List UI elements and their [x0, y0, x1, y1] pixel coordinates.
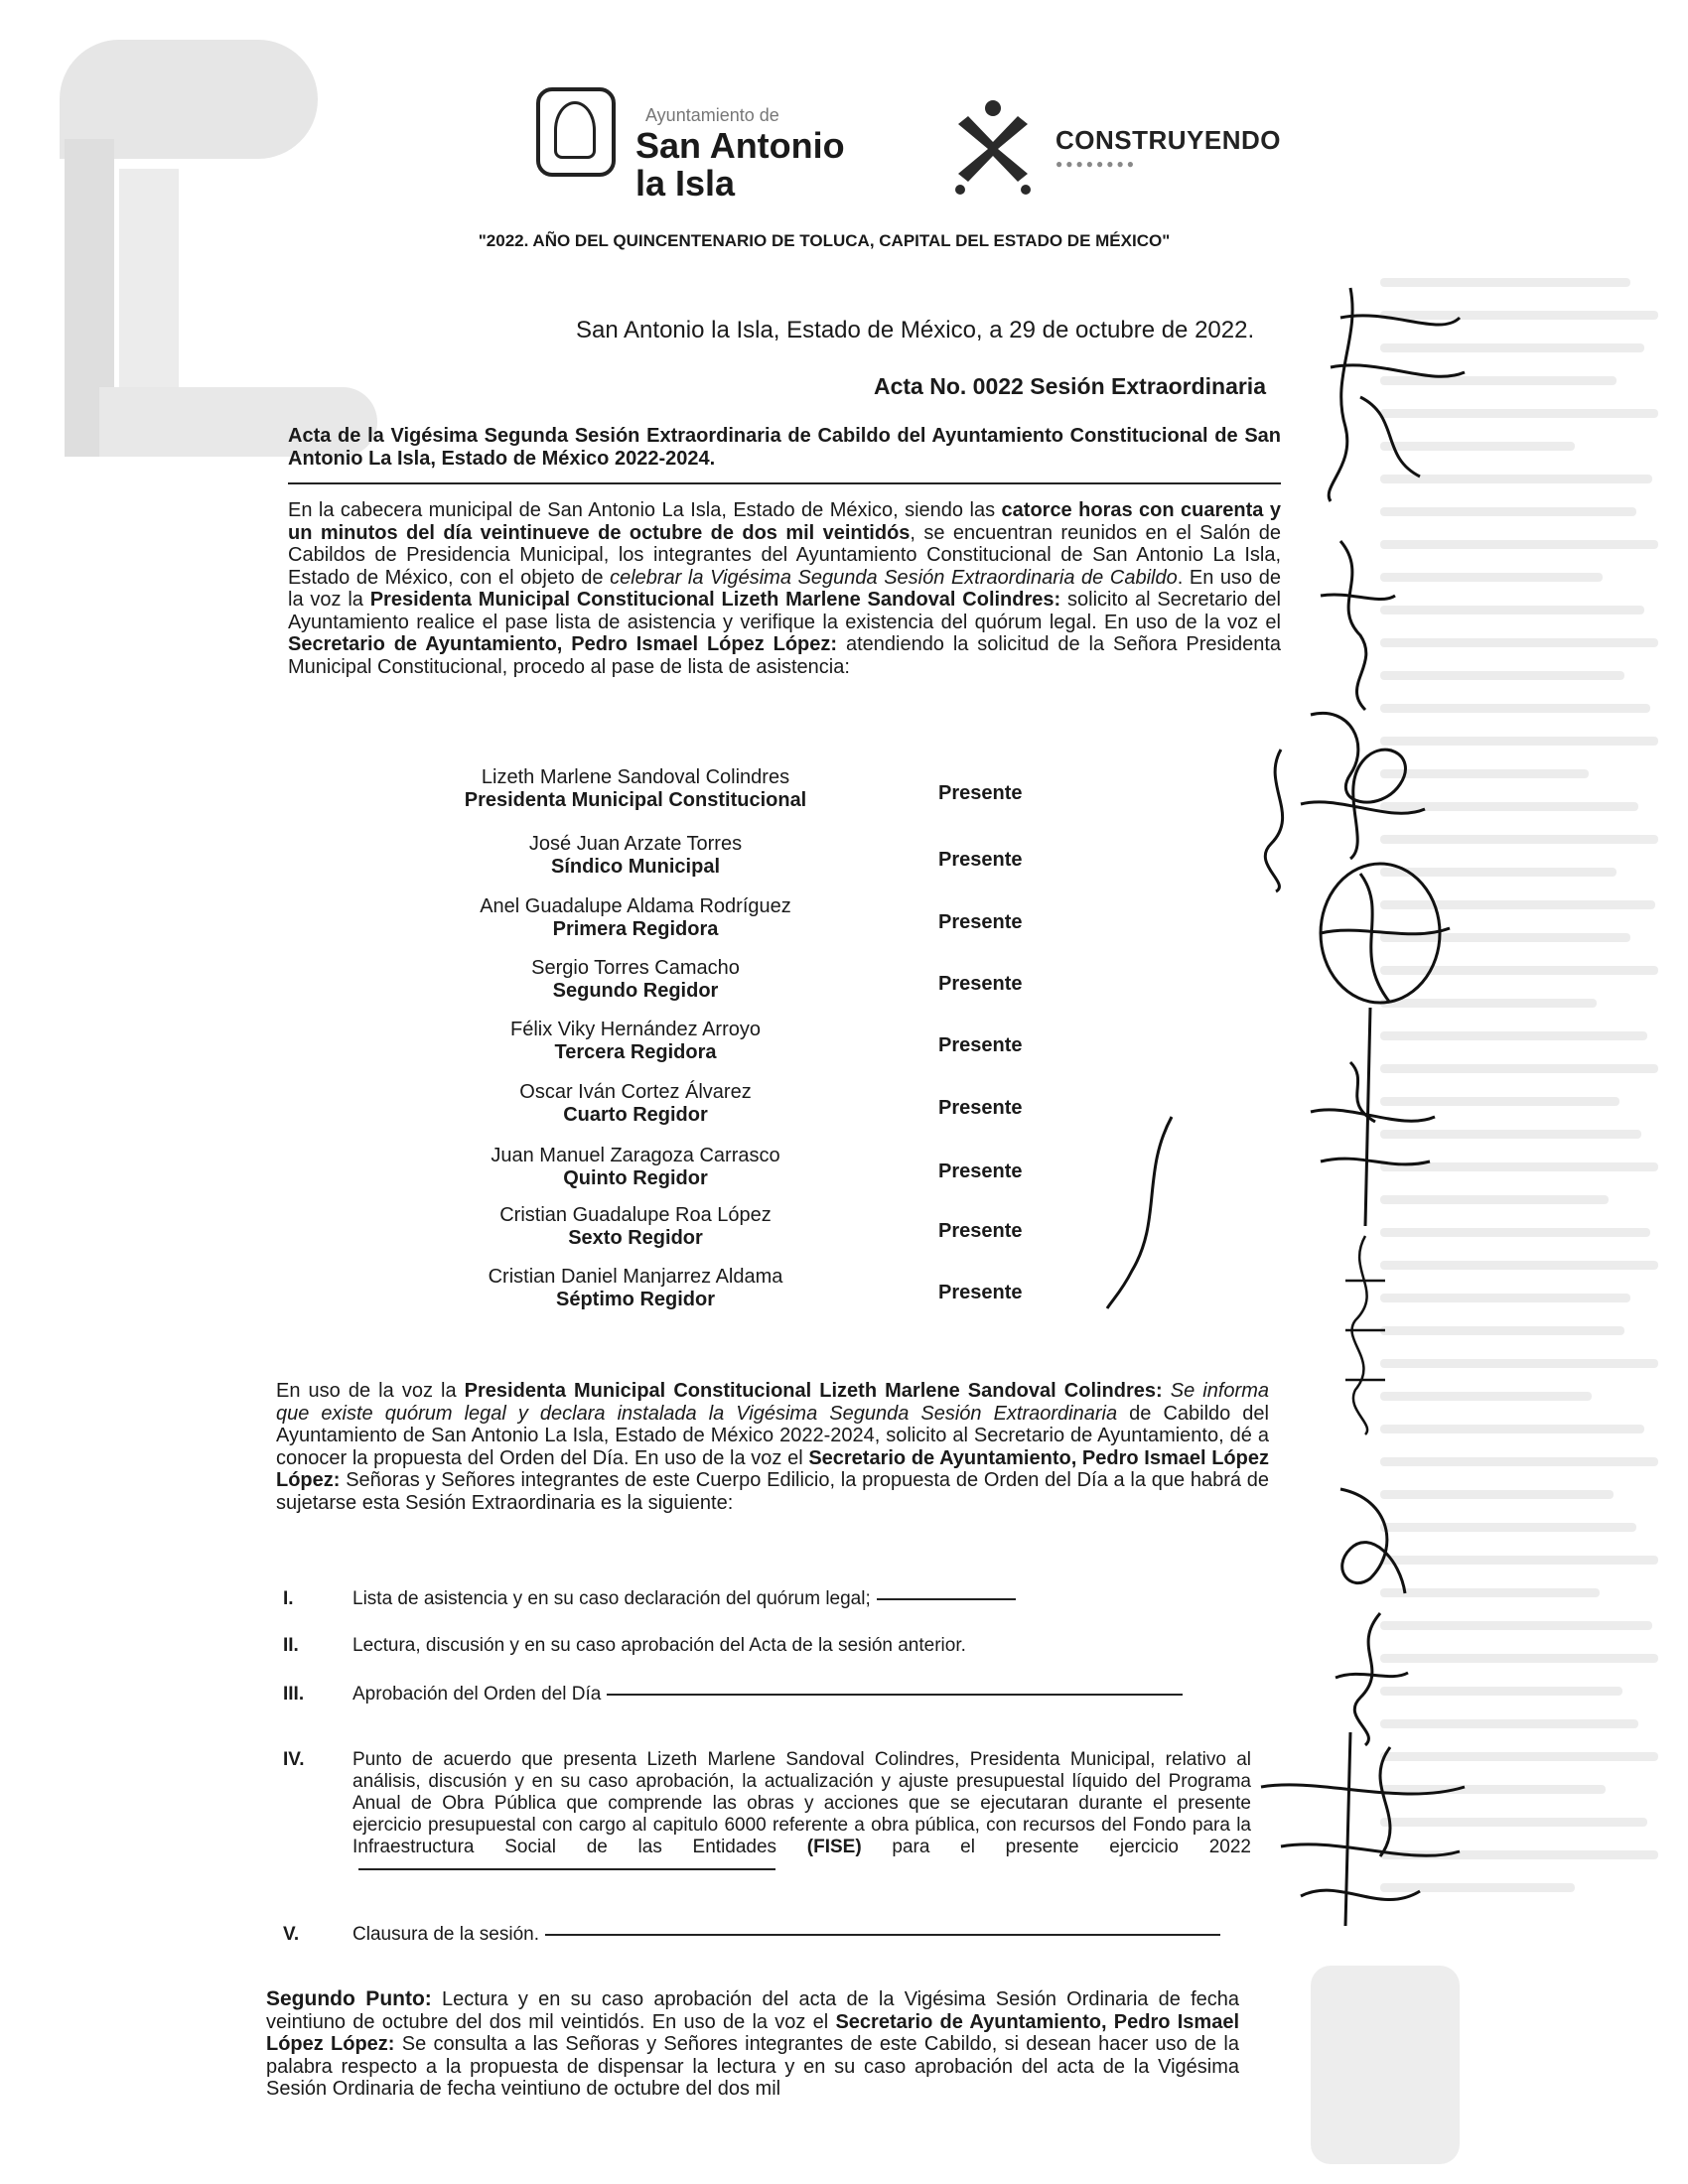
divider: [288, 482, 1281, 484]
attendance-status: Presente: [938, 849, 1023, 871]
attendee-name: Cristian Daniel Manjarrez Aldama: [488, 1266, 783, 1288]
construyendo-logo-icon: [938, 94, 1048, 204]
signature-2: [1311, 536, 1400, 715]
signature-10: [1321, 1608, 1410, 1747]
municipality-logo-name: San Antonio la Isla: [635, 125, 845, 204]
attendee-name: Félix Viky Hernández Arroyo: [510, 1019, 761, 1040]
attendee-name: Lizeth Marlene Sandoval Colindres: [481, 766, 790, 788]
attendee-name: Cristian Guadalupe Roa López: [499, 1204, 772, 1226]
signature-11: [1241, 1727, 1470, 1936]
municipal-seal-logo: [536, 87, 616, 177]
brand-name: CONSTRUYENDO: [1055, 125, 1282, 155]
attendee-name: Sergio Torres Camacho: [531, 957, 740, 979]
signature-5: [1301, 854, 1460, 1023]
decorative-ribbon: [1311, 1966, 1460, 2164]
signature-7: [1102, 1112, 1182, 1310]
brand-dots: ●●●●●●●●: [1055, 157, 1137, 171]
place-and-date: San Antonio la Isla, Estado de México, a 29 de octubre de 2022.: [576, 317, 1255, 343]
attendee-role: Quinto Regidor: [563, 1167, 708, 1189]
agenda-item: Lectura, discusión y en su caso aprobación del Acta de la sesión anterior.: [352, 1635, 966, 1656]
attendee-name: Anel Guadalupe Aldama Rodríguez: [480, 895, 791, 917]
attendee-name: José Juan Arzate Torres: [528, 833, 743, 855]
attendee-role: Presidenta Municipal Constitucional: [464, 789, 807, 811]
agenda-item: Clausura de la sesión.: [352, 1924, 1220, 1946]
attendee-role: Síndico Municipal: [550, 856, 720, 878]
signature-8: [1336, 1231, 1395, 1439]
attendance-status: Presente: [938, 1220, 1023, 1242]
attendance-status: Presente: [938, 1282, 1023, 1303]
agenda-number: II.: [283, 1635, 299, 1656]
attendee-role: Séptimo Regidor: [555, 1289, 715, 1310]
quorum-paragraph: En uso de la voz la Presidenta Municipal Constitucional Lizeth Marlene Sandoval Colindres: Se informa que existe quórum legal y declara instalada la Vigésima Segunda Sesión Extraordinaria de Cabildo del Ayuntamiento de San Antonio La Isla, Estado de México 2022-2024, solicito al Secretario de Ayuntamiento, dé a conocer la propuesta del Orden del Día. En uso de la voz el Secretario de Ayuntamiento, Pedro Ismael López López: Señoras y Señores integrantes de este Cuerpo Edilicio, la propuesta de Orden del Día a la que habrá de sujetarse esta Sesión Extraordinaria es la siguiente:: [276, 1380, 1270, 1514]
intro-paragraph: En la cabecera municipal de San Antonio La Isla, Estado de México, siendo las catorce horas con cuarenta y un minutos del día veintinueve de octubre de dos mil veintidós, se encuentran reunidos en el Salón de Cabildos de Presidencia Municipal, los integrantes del Ayuntamiento Constitucional de San Antonio La Isla, Estado de México, con el objeto de celebrar la Vigésima Segunda Sesión Extraordinaria de Cabildo. En uso de la voz la Presidenta Municipal Constitucional Lizeth Marlene Sandoval Colindres: solicito al Secretario del Ayuntamiento realice el pase lista de asistencia y verifique la existencia del quórum legal. En uso de la voz el Secretario de Ayuntamiento, Pedro Ismael López López: atendiendo la solicitud de la Señora Presidenta Municipal Constitucional, procedo al pase de lista de asistencia:: [288, 499, 1282, 678]
signature-1: [1291, 278, 1470, 506]
segundo-punto-paragraph: Segundo Punto: Lectura y en su caso aprobación del acta de la Vigésima Sesión Ordinaria de fecha veintiuno de octubre del dos mil veintidós. En uso de la voz el Secretario de Ayuntamiento, Pedro Ismael López López: Se consulta a las Señoras y Señores integrantes de este Cabildo, si desean hacer uso de la palabra respecto a la propuesta de dispensar la lectura y en su caso aprobación del acta de la Vigésima Sesión Ordinaria de fecha veintiuno de octubre del dos mil: [266, 1987, 1240, 2100]
attendance-status: Presente: [938, 782, 1023, 804]
signature-6: [1281, 1003, 1440, 1231]
year-motto: "2022. AÑO DEL QUINCENTENARIO DE TOLUCA, CAPITAL DEL ESTADO DE MÉXICO": [478, 231, 1171, 250]
agenda-item: Aprobación del Orden del Día: [352, 1684, 1183, 1706]
agenda-number: V.: [283, 1924, 300, 1945]
attendee-role: Segundo Regidor: [552, 980, 719, 1002]
attendance-status: Presente: [938, 1097, 1023, 1119]
attendance-status: Presente: [938, 911, 1023, 933]
attendee-name: Juan Manuel Zaragoza Carrasco: [491, 1145, 780, 1166]
attendee-role: Primera Regidora: [552, 918, 719, 940]
agenda-number: I.: [283, 1588, 294, 1609]
agenda-item: Lista de asistencia y en su caso declaración del quórum legal;: [352, 1588, 1016, 1610]
attendee-role: Tercera Regidora: [554, 1041, 717, 1063]
agenda-number: III.: [283, 1684, 305, 1705]
attendee-name: Oscar Iván Cortez Álvarez: [519, 1081, 752, 1103]
attendance-status: Presente: [938, 973, 1023, 995]
logo-caption: Ayuntamiento de: [645, 105, 779, 125]
acta-title: Acta de la Vigésima Segunda Sesión Extraordinaria de Cabildo del Ayuntamiento Constitucional de San Antonio La Isla, Estado de México 2022-2024.: [288, 425, 1281, 470]
attendance-status: Presente: [938, 1160, 1023, 1182]
attendance-status: Presente: [938, 1034, 1023, 1056]
attendee-role: Sexto Regidor: [568, 1227, 703, 1249]
signature-9: [1321, 1479, 1410, 1598]
attendee-role: Cuarto Regidor: [563, 1104, 708, 1126]
agenda-number: IV.: [283, 1749, 305, 1770]
acta-number: Acta No. 0022 Sesión Extraordinaria: [874, 373, 1266, 399]
agenda-item: Punto de acuerdo que presenta Lizeth Marlene Sandoval Colindres, Presidenta Municipal, relativo al análisis, discusión y en su caso aprobación, la actualización y ajuste presupuestal líquido del Programa Anual de Obra Pública que comprende las obras y acciones que se ejecutaran durante el presente ejercicio presupuestal con cargo al capitulo 6000 referente a obra pública, con recursos del Fondo para la Infraestructura Social de las Entidades (FISE) para el presente ejercicio 2022: [352, 1749, 1251, 1880]
